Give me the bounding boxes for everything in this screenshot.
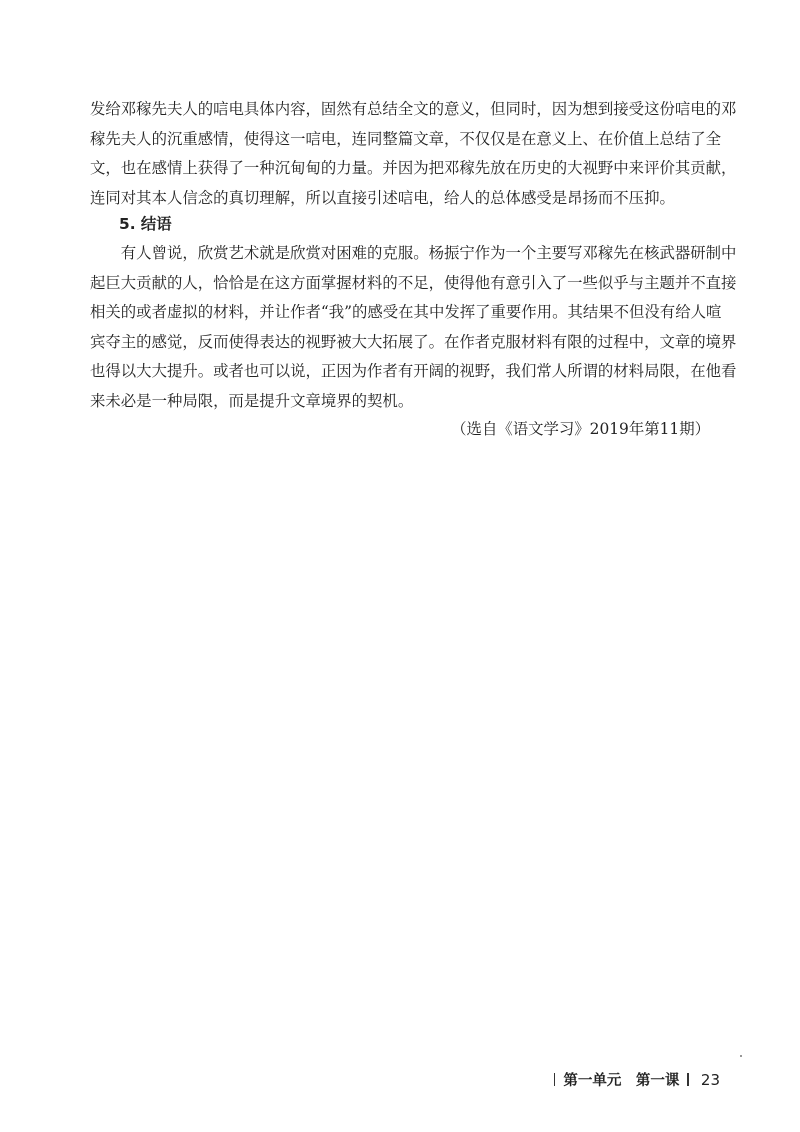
page-number: 23 [700,1071,720,1089]
paragraph-line: 稼先夫人的沉重感情，使得这一唁电，连同整篇文章，不仅仅是在意义上、在价值上总结了全 [90,129,722,148]
paragraph-line: 宾夺主的感觉，反而使得表达的视野被大大拓展了。在作者克服材料有限的过程中，文章的境界 [90,332,737,351]
source-citation: （选自《语文学习》2019年第11期） [451,420,710,438]
paragraph-line: 来未必是一种局限，而是提升文章境界的契机。 [90,391,414,410]
paragraph-line: 发给邓稼先夫人的唁电具体内容，固然有总结全文的意义，但同时，因为想到接受这份唁电的邓 [90,100,737,118]
page-footer [546,1070,720,1091]
paragraph-line: 起巨大贡献的人，恰恰是在这方面掌握材料的不足，使得他有意引入了一些似乎与主题并不直接 [90,273,737,292]
paragraph-line: 连同对其本人信念的真切理解，所以直接引述唁电，给人的总体感受是昂扬而不压抑。 [90,188,675,207]
paragraph-2 [90,239,737,416]
paragraph-line: 文，也在感情上获得了一种沉甸甸的力量。并因为把邓稼先放在历史的大视野中来评价其贡献， [90,159,737,177]
footer-divider [687,1073,689,1086]
paragraph-1 [90,95,737,213]
footer-chapter: 第一单元 第一课 [563,1073,680,1089]
paragraph-line: 也得以大大提升。或者也可以说，正因为作者有开阔的视野，我们常人所谓的材料局限，在他看 [90,362,737,380]
footer-divider [554,1073,556,1086]
section-heading: 5. 结语 [119,215,172,233]
paragraph-line: 相关的或者虚拟的材料，并让作者“我”的感受在其中发挥了重要作用。其结果不但没有给人喧 [90,303,722,321]
scan-speck [740,1055,742,1057]
paragraph-line: 有人曾说，欣赏艺术就是欣赏对困难的克服。杨振宁作为一个主要写邓稼先在核武器研制中 [90,244,737,262]
